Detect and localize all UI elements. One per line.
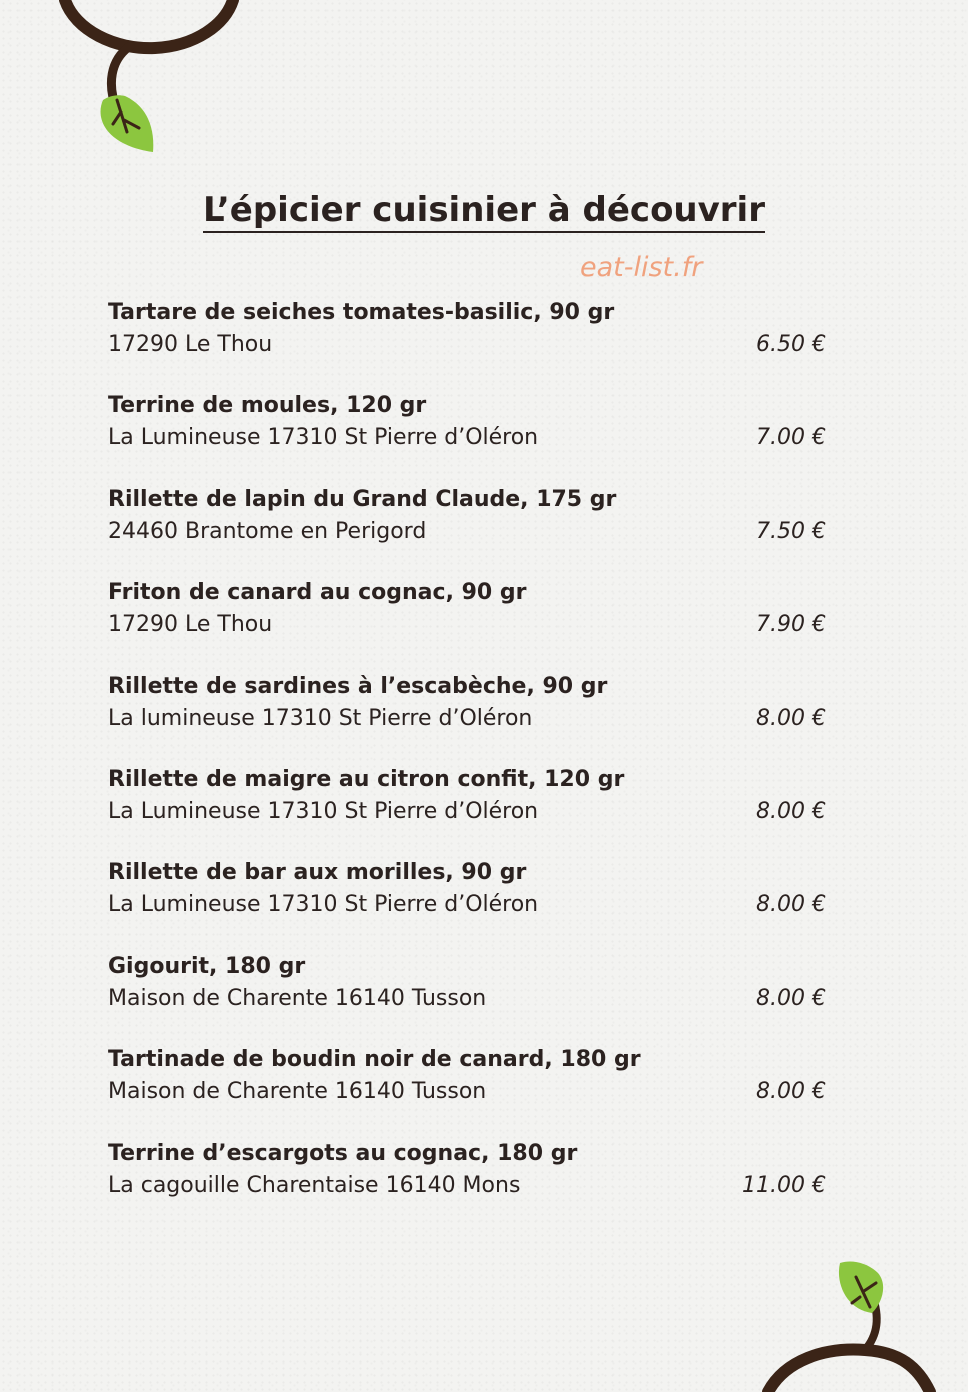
item-price: 7.50 € xyxy=(756,518,826,544)
item-price: 8.00 € xyxy=(756,1079,826,1105)
item-price: 8.00 € xyxy=(756,892,826,918)
menu-item xyxy=(108,1047,838,1140)
item-price: 7.90 € xyxy=(756,612,826,638)
item-origin: La Lumineuse 17310 St Pierre d’Oléron xyxy=(108,425,539,451)
item-origin: La cagouille Charentaise 16140 Mons xyxy=(108,1172,521,1198)
page-title xyxy=(0,190,968,230)
item-name: Tartinade de boudin noir de canard, 180 gr xyxy=(108,1047,641,1073)
item-name: Rillette de lapin du Grand Claude, 175 gr xyxy=(108,486,617,512)
menu-item xyxy=(108,1141,838,1234)
item-origin: Maison de Charente 16140 Tusson xyxy=(108,985,487,1011)
menu-item xyxy=(108,300,838,393)
menu-item xyxy=(108,487,838,580)
item-name: Terrine de moules, 120 gr xyxy=(108,393,427,419)
item-price: 8.00 € xyxy=(756,798,826,824)
menu-item xyxy=(108,767,838,860)
menu-item xyxy=(108,860,838,953)
item-origin: 24460 Brantome en Perigord xyxy=(108,518,427,544)
item-price: 8.00 € xyxy=(756,985,826,1011)
page-title-text: L’épicier cuisinier à découvrir xyxy=(203,190,765,233)
menu-list xyxy=(108,300,838,1234)
item-origin: 17290 Le Thou xyxy=(108,332,273,357)
item-origin: La Lumineuse 17310 St Pierre d’Oléron xyxy=(108,798,539,824)
menu-item xyxy=(108,393,838,486)
item-name: Rillette de sardines à l’escabèche, 90 gr xyxy=(108,673,608,699)
item-origin: Maison de Charente 16140 Tusson xyxy=(108,1079,487,1105)
menu-item xyxy=(108,674,838,767)
item-name: Rillette de maigre au citron confit, 120 gr xyxy=(108,766,625,792)
item-name: Terrine d’escargots au cognac, 180 gr xyxy=(108,1140,578,1166)
item-name: Rillette de bar aux morilles, 90 gr xyxy=(108,860,527,886)
item-origin: 17290 Le Thou xyxy=(108,612,273,638)
item-name: Friton de canard au cognac, 90 gr xyxy=(108,580,527,606)
item-origin: La Lumineuse 17310 St Pierre d’Oléron xyxy=(108,892,539,918)
item-origin: La lumineuse 17310 St Pierre d’Oléron xyxy=(108,705,533,731)
branch-leaf-top-icon xyxy=(55,0,245,160)
item-name: Gigourit, 180 gr xyxy=(108,953,306,979)
item-price: 6.50 € xyxy=(756,332,826,357)
item-name: Tartare de seiches tomates-basilic, 90 gr xyxy=(108,300,615,325)
item-price: 8.00 € xyxy=(756,705,826,731)
menu-item xyxy=(108,954,838,1047)
item-price: 7.00 € xyxy=(756,425,826,451)
menu-item xyxy=(108,580,838,673)
watermark: eat-list.fr xyxy=(580,252,703,283)
item-price: 11.00 € xyxy=(742,1172,826,1198)
branch-leaf-bottom-icon xyxy=(760,1255,968,1392)
